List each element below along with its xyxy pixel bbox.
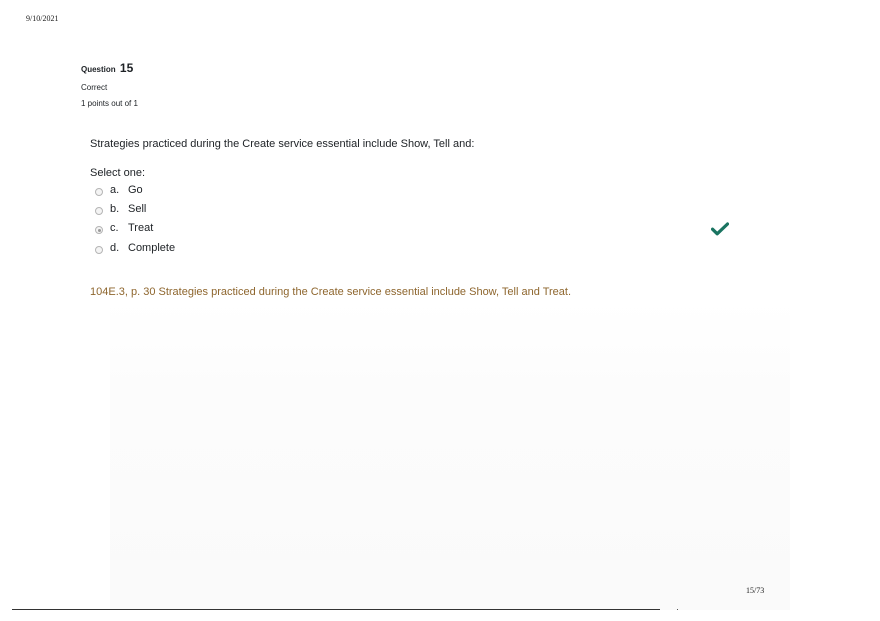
- footer-mark: [677, 609, 678, 610]
- option-label: Go: [128, 183, 143, 196]
- question-text: Strategies practiced during the Create service essential include Show, Tell and:: [90, 138, 475, 150]
- option-label: Complete: [128, 241, 176, 254]
- answer-option-a[interactable]: [95, 180, 175, 199]
- answer-option-c[interactable]: [95, 219, 175, 238]
- answer-option-d[interactable]: [95, 238, 175, 257]
- question-label: Question: [81, 65, 116, 74]
- option-letter: b.: [110, 202, 120, 215]
- checkmark-icon: [711, 222, 729, 236]
- question-state: Correct: [81, 83, 108, 92]
- radio-button[interactable]: [95, 188, 103, 196]
- general-feedback: 104E.3, p. 30 Strategies practiced during the Create service essential include Show, Tell and Treat.: [90, 286, 572, 298]
- question-grade: 1 points out of 1: [81, 99, 138, 108]
- answer-option-b[interactable]: [95, 199, 175, 218]
- question-info: [81, 60, 138, 110]
- radio-button[interactable]: [95, 246, 103, 254]
- radio-button[interactable]: [95, 207, 103, 215]
- option-letter: c.: [110, 222, 119, 235]
- footer-divider: [12, 609, 660, 610]
- answer-options: [95, 180, 175, 257]
- page-number: 15/73: [746, 586, 765, 595]
- radio-button[interactable]: [95, 226, 103, 234]
- select-prompt: Select one:: [90, 167, 146, 179]
- question-number-value: 15: [119, 61, 134, 75]
- option-label: Sell: [128, 202, 147, 215]
- print-date: 9/10/2021: [26, 14, 59, 23]
- option-label: Treat: [128, 222, 154, 235]
- question-number: [81, 60, 138, 78]
- option-letter: d.: [110, 241, 120, 254]
- option-letter: a.: [110, 183, 120, 196]
- page-background-shade: [110, 300, 790, 610]
